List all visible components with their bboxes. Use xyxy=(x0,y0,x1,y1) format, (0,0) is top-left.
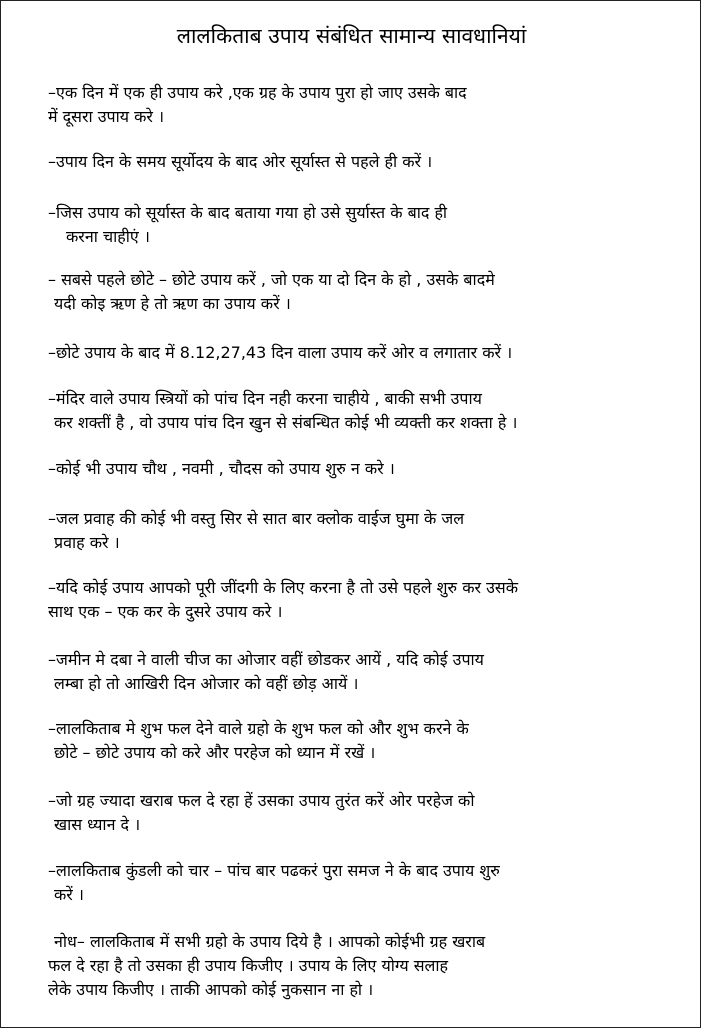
page-title: लालकिताब उपाय संबंधित सामान्य सावधानियां xyxy=(176,24,527,48)
note-line-3: लेके उपाय किजीए । ताकी आपको कोई नुकसान ना हो । xyxy=(48,980,374,999)
precaution-12-line-2: खास ध्यान दे । xyxy=(54,815,141,834)
precaution-item-8 xyxy=(48,507,464,555)
precaution-12-line-1: –जो ग्रह ज्यादा खराब फल दे रहा हें उसका उपाय तुरंत करें ओर परहेज को xyxy=(48,791,475,810)
precaution-3-line-2: करना चाहीएं । xyxy=(66,227,150,246)
precaution-item-6 xyxy=(48,387,517,435)
precaution-10-line-2: लम्बा हो तो आखिरी दिन ओजार को वहीं छोड़ आयें । xyxy=(54,674,359,693)
precaution-13-line-2: करें । xyxy=(54,885,84,904)
precaution-4-line-1: – सबसे पहले छोटे – छोटे उपाय करें , जो एक या दो दिन के हो , उसके बादमे xyxy=(48,270,495,289)
precaution-13-line-1: –लालकिताब कुंडली को चार – पांच बार पढकरं पुरा समज ने के बाद उपाय शुरु xyxy=(48,861,500,880)
precaution-1-line-2: में दूसरा उपाय करे । xyxy=(48,107,165,126)
precaution-item-1 xyxy=(48,81,467,129)
precaution-1-line-1: –एक दिन में एक ही उपाय करे ,एक ग्रह के उपाय पुरा हो जाए उसके बाद xyxy=(48,83,467,102)
precaution-item-11 xyxy=(48,717,469,765)
precaution-item-7 xyxy=(48,457,395,481)
precaution-2-line-1: –उपाय दिन के समय सूर्योदय के बाद ओर सूर्यास्त से पहले ही करें । xyxy=(48,152,433,171)
precaution-7-line-1: –कोई भी उपाय चौथ , नवमी , चौदस को उपाय शुरु न करे । xyxy=(48,459,395,478)
precaution-item-13 xyxy=(48,859,500,907)
precaution-4-line-2: यदी कोइ ऋण हे तो ऋण का उपाय करें । xyxy=(54,294,291,313)
precaution-item-12 xyxy=(48,789,474,837)
precaution-8-line-2: प्रवाह करे । xyxy=(54,533,120,552)
precaution-10-line-1: –जमीन मे दबा ने वाली चीज का ओजार वहीं छोडकर आयें , यदि कोई उपाय xyxy=(48,650,484,669)
precaution-item-9 xyxy=(48,576,518,624)
precaution-item-10 xyxy=(48,648,484,696)
note-line-2: फल दे रहा है तो उसका ही उपाय किजीए । उपाय के लिए योग्य सलाह xyxy=(48,956,449,975)
precaution-item-2 xyxy=(48,150,432,174)
precaution-item-4 xyxy=(48,268,495,316)
precaution-11-line-1: –लालकिताब मे शुभ फल देने वाले ग्रहो के शुभ फल को और शुभ करने के xyxy=(48,719,469,738)
precaution-6-line-1: –मंदिर वाले उपाय स्त्रियों को पांच दिन नही करना चाहीये , बाकी सभी उपाय xyxy=(48,389,482,408)
precaution-3-line-1: –जिस उपाय को सूर्यास्त के बाद बताया गया हो उसे सुर्यास्त के बाद ही xyxy=(48,203,448,222)
precaution-9-line-2: साथ एक – एक कर के दुसरे उपाय करे । xyxy=(48,602,283,621)
precaution-9-line-1: –यदि कोई उपाय आपको पूरी जींदगी के लिए करना है तो उसे पहले शुरु कर उसके xyxy=(48,578,519,597)
precaution-11-line-2: छोटे – छोटे उपाय को करे और परहेज को ध्यान में रखें । xyxy=(54,743,376,762)
precaution-6-line-2: कर शक्तीं है , वो उपाय पांच दिन खुन से संबन्धित कोई भी व्यक्ती कर शक्ता हे । xyxy=(54,413,518,432)
precaution-item-3 xyxy=(48,201,447,249)
note-line-1: नोध– लालकिताब में सभी ग्रहो के उपाय दिये है । आपको कोईभी ग्रह खराब xyxy=(54,932,486,951)
precaution-5-line-1: –छोटे उपाय के बाद में 8.12,27,43 दिन वाला उपाय करें ओर व लगातार करें । xyxy=(48,343,513,362)
precaution-8-line-1: –जल प्रवाह की कोई भी वस्तु सिर से सात बार क्लोक वाईज घुमा के जल xyxy=(48,509,465,528)
note-paragraph xyxy=(48,930,485,1002)
precaution-item-5 xyxy=(48,341,512,365)
